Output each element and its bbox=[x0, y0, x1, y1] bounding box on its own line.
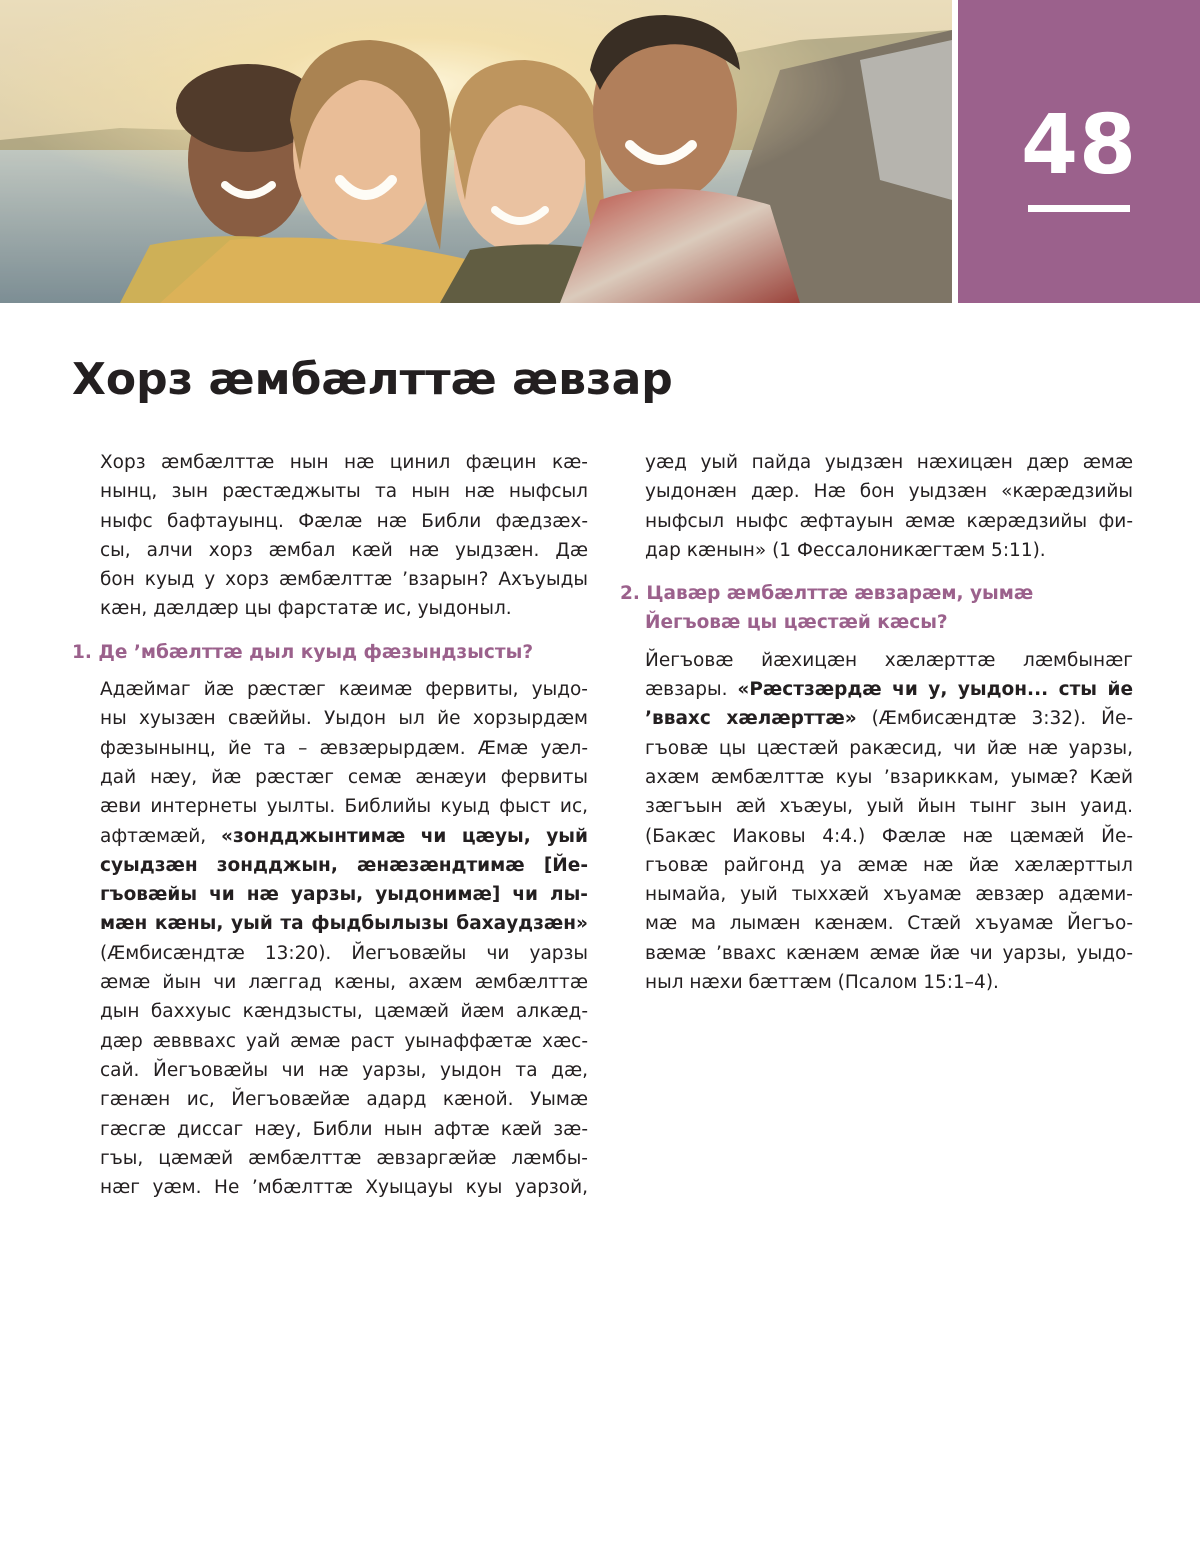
lesson-number: 48 bbox=[1020, 98, 1138, 193]
body-line bbox=[645, 704, 1133, 733]
body-line bbox=[645, 675, 1133, 704]
question-number: 1. bbox=[72, 641, 92, 663]
question-number: 2. bbox=[620, 583, 640, 605]
question-1-body bbox=[100, 675, 588, 1202]
body-line: ныфсыл ныфс æфтауын æмæ кæрæдзийы фи- bbox=[645, 510, 1133, 532]
question-line: Йегъовæ цы цæстæй кæсы? bbox=[645, 612, 948, 634]
body-line bbox=[100, 880, 588, 909]
body-line: уыдонæн дæр. Нæ бон уыдзæн «кæрæдзийы bbox=[645, 481, 1133, 503]
body-line: (Бакæс Иаковы 4:4.) Фæлæ нæ цæмæй Йе- bbox=[645, 825, 1133, 847]
body-line: уæд уый пайда уыдзæн нæхицæн дæр æмæ bbox=[645, 452, 1133, 473]
body-line: мæ ма лымæн кæнæм. Стæй хъуамæ Йегъо- bbox=[645, 913, 1133, 935]
body-line: æви интернеты уылты. Библийы куыд фыст ис, bbox=[100, 796, 588, 818]
right-column bbox=[620, 448, 1133, 997]
body-text: æвзары. bbox=[645, 679, 738, 701]
body-line: Йегъовæ йæхицæн хæлæрттæ лæмбынæг bbox=[645, 649, 1133, 671]
body-line: фæзынынц, йе та – æвзæрырдæм. Æмæ уæл- bbox=[100, 737, 588, 759]
body-line: дар кæнын» (1 Фессалоникæгтæм 5:11). bbox=[645, 539, 1046, 561]
question-2-body bbox=[645, 646, 1133, 998]
body-line: дын баххуыс кæндзысты, цæмæй йæм алкæд- bbox=[100, 1001, 588, 1023]
body-line bbox=[100, 851, 588, 880]
body-line: (Æмбисæндтæ 13:20). Йегъовæйы чи уарзы bbox=[100, 942, 588, 964]
body-line: æмæ йын чи лæггад кæны, ахæм æмбæлттæ bbox=[100, 972, 588, 994]
body-line: сай. Йегъовæйы чи нæ уарзы, уыдон та дæ, bbox=[100, 1059, 588, 1081]
header-photo bbox=[0, 0, 952, 303]
question-text: Цавæр æмбæлттæ æвзарæм, уымæ bbox=[646, 583, 1034, 605]
question-1-heading bbox=[72, 638, 588, 667]
body-text: афтæмæй, bbox=[100, 825, 222, 847]
body-line: Адæймаг йæ рæстæг кæимæ фервиты, уыдо- bbox=[100, 679, 588, 701]
body-line: гъовæ райгонд уа æмæ нæ йæ хæлæрттыл bbox=[645, 854, 1133, 876]
body-line: дæр æвввахс уай æмæ раст уынаффæтæ хæс- bbox=[100, 1030, 588, 1052]
question-2-heading bbox=[620, 579, 1133, 638]
lesson-number-underline bbox=[1028, 205, 1130, 212]
continued-paragraph bbox=[645, 448, 1133, 565]
body-line: гæсгæ диссаг нæу, Библи нын афтæ кæй зæ- bbox=[100, 1118, 588, 1140]
intro-line: ныфс бафтауынц. Фæлæ нæ Библи фæдзæх- bbox=[100, 510, 588, 532]
body-line bbox=[100, 822, 588, 851]
body-line: нæг уæм. Не ’мбæлттæ Хуыцауы куы уарзой, bbox=[100, 1177, 588, 1199]
intro-line: Хорз æмбæлттæ нын нæ цинил фæцин кæ- bbox=[100, 452, 588, 473]
scripture-quote: ’ввахс хæлæрттæ» bbox=[645, 708, 857, 730]
question-text: Де ’мбæлттæ дыл куыд фæзындзысты? bbox=[98, 641, 534, 663]
body-line: гъовæ цы цæстæй ракæсид, чи йæ нæ уарзы, bbox=[645, 737, 1133, 759]
intro-line: сы, алчи хорз æмбал кæй нæ уыдзæн. Дæ bbox=[100, 539, 588, 561]
question-line bbox=[620, 579, 1133, 608]
body-line: ны хуызæн свæййы. Уыдон ыл йе хорзырдæм bbox=[100, 708, 588, 730]
body-line: зæгъын æй хъæуы, уый йын тынг зын уаид. bbox=[645, 796, 1133, 818]
body-line: нымайа, уый тыххæй хъуамæ æвзæр адæми- bbox=[645, 884, 1133, 906]
left-column bbox=[72, 448, 588, 1202]
scripture-quote: гъовæйы чи нæ уарзы, уыдонимæ] чи лы- bbox=[100, 884, 588, 906]
intro-line: кæн, дæлдæр цы фарстатæ ис, уыдоныл. bbox=[100, 598, 512, 620]
scripture-quote: «Рæстзæрдæ чи у, уыдон... сты йе bbox=[737, 679, 1133, 701]
body-line: дай нæу, йæ рæстæг семæ æнæуи фервиты bbox=[100, 766, 588, 788]
lesson-number-block bbox=[958, 0, 1200, 303]
body-line: гæнæн ис, Йегъовæйæ адард кæной. Уымæ bbox=[100, 1089, 588, 1111]
scripture-quote: суыдзæн зондджын, æнæзæндтимæ [Йе- bbox=[100, 854, 588, 876]
body-line: вæмæ ’ввахс кæнæм æмæ йæ чи уарзы, уыдо- bbox=[645, 942, 1133, 964]
body-line: ныл нæхи бæттæм (Псалом 15:1–4). bbox=[645, 972, 999, 994]
intro-line: бон куыд у хорз æмбæлттæ ’взарын? Ахъуыды bbox=[100, 569, 588, 591]
body-text: (Æмбисæндтæ 3:32). Йе- bbox=[856, 708, 1133, 730]
body-line: гъы, цæмæй æмбæлттæ æвзаргæйæ лæмбы- bbox=[100, 1147, 588, 1169]
body-line: ахæм æмбæлттæ куы ’взариккам, уымæ? Кæй bbox=[645, 766, 1133, 788]
page-title: Хорз æмбæлттæ æвзар bbox=[72, 354, 673, 405]
scripture-quote: «зондджынтимæ чи цæуы, уый bbox=[221, 825, 588, 847]
intro-line: нынц, зын рæстæджыты та нын нæ ныфсыл bbox=[100, 481, 588, 503]
friends-photo-illustration bbox=[0, 0, 952, 303]
scripture-quote: мæн кæны, уый та фыдбылызы бахаудзæн» bbox=[100, 913, 588, 935]
body-line bbox=[100, 909, 588, 938]
intro-paragraph bbox=[100, 448, 588, 624]
